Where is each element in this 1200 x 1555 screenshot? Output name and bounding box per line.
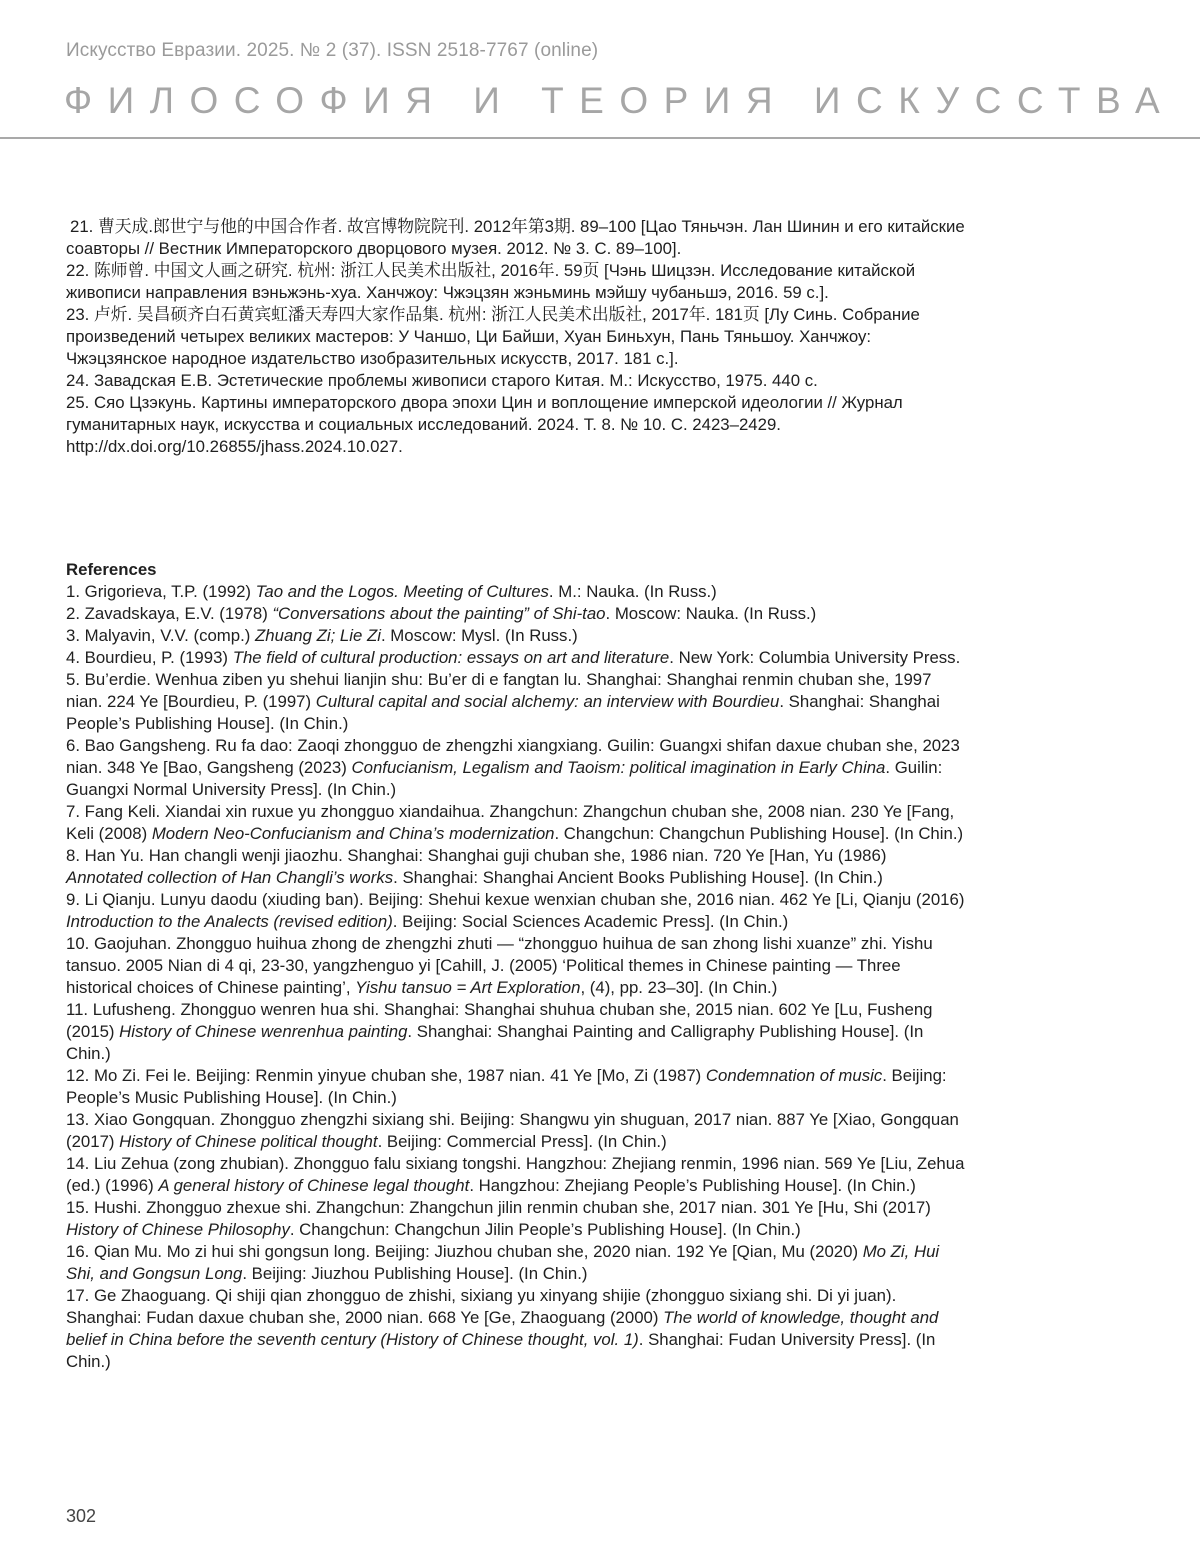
- reference-item: [66, 1109, 966, 1153]
- reference-text: 8. Han Yu. Han changli wenji jiaozhu. Shanghai: Shanghai guji chuban she, 1986 nian. 720 Ye [Han, Yu (1986): [66, 846, 887, 865]
- reference-text: . New York: Columbia University Press.: [669, 648, 961, 667]
- reference-text: 16. Qian Mu. Mo zi hui shi gongsun long. Beijing: Jiuzhou chuban she, 2020 nian. 192 Ye [Qian, Mu (2020): [66, 1242, 863, 1261]
- reference-text: . Shanghai: Shanghai Painting and Calligraphy Publishing House]. (In Chin.): [66, 1022, 924, 1063]
- section-title: ФИЛОСОФИЯ И ТЕОРИЯ ИСКУССТВА: [64, 80, 1176, 121]
- journal-info: Искусство Евразии. 2025. № 2 (37). ISSN 2518-7767 (online): [66, 40, 599, 61]
- references-section: [66, 559, 966, 1373]
- reference-item: [66, 801, 966, 845]
- reference-text: . Changchun: Changchun Publishing House]. (In Chin.): [554, 824, 964, 843]
- reference-text: 14. Liu Zehua (zong zhubian). Zhongguo falu sixiang tongshi. Hangzhou: Zhejiang renmin, 1996 nian. 569 Ye [Liu, Zehua (ed.) (1996): [66, 1154, 965, 1195]
- reference-text: . Hangzhou: Zhejiang People’s Publishing House]. (In Chin.): [469, 1176, 916, 1195]
- header-divider: [0, 137, 1200, 139]
- reference-text: . M.: Nauka. (In Russ.): [548, 582, 717, 601]
- reference-text: . Moscow: Nauka. (In Russ.): [605, 604, 817, 623]
- reference-text: . Changchun: Changchun Jilin People’s Publishing House]. (In Chin.): [289, 1220, 801, 1239]
- reference-title: Introduction to the Analects (revised edition): [66, 912, 393, 931]
- reference-title: “Conversations about the painting” of Shi-tao: [272, 604, 606, 623]
- reference-list: [66, 581, 966, 1373]
- reference-item: [66, 581, 966, 603]
- reference-item: 21. 曹天成.郎世宁与他的中国合作者. 故宫博物院院刊. 2012年第3期. 89–100 [Цао Тяньчэн. Лан Шинин и его китайские соавторы // Вестник Императорского дворцового музея. 2012. № 3. С. 89–100].: [66, 217, 965, 258]
- reference-text: 6. Bao Gangsheng. Ru fa dao: Zaoqi zhongguo de zhengzhi xiangxiang. Guilin: Guangxi shifan daxue chuban she, 2023 nian. 348 Ye [Bao, Gangsheng (2023): [66, 736, 960, 777]
- reference-item: [66, 1241, 966, 1285]
- reference-title: Tao and the Logos. Meeting of Cultures: [255, 582, 549, 601]
- reference-item: [66, 647, 966, 669]
- reference-title: Zhuang Zi; Lie Zi: [255, 626, 381, 645]
- reference-text: 4. Bourdieu, P. (1993): [66, 648, 233, 667]
- reference-text: . Beijing: People’s Music Publishing House]. (In Chin.): [66, 1066, 947, 1107]
- reference-text: 15. Hushi. Zhongguo zhexue shi. Zhangchun: Zhangchun jilin renmin chuban she, 2017 nian. 301 Ye [Hu, Shi (2017): [66, 1198, 931, 1217]
- reference-text: . Beijing: Jiuzhou Publishing House]. (In Chin.): [242, 1264, 588, 1283]
- reference-title: Cultural capital and social alchemy: an interview with Bourdieu: [315, 692, 780, 711]
- reference-title: Modern Neo-Confucianism and China’s modernization: [151, 824, 555, 843]
- reference-text: 3. Malyavin, V.V. (comp.): [66, 626, 256, 645]
- reference-title: History of Chinese political thought: [119, 1132, 378, 1151]
- reference-text: , (4), pp. 23–30]. (In Chin.): [580, 978, 778, 997]
- reference-text: 12. Mo Zi. Fei le. Beijing: Renmin yinyue chuban she, 1987 nian. 41 Ye [Mo, Zi (1987): [66, 1066, 706, 1085]
- reference-item: [66, 669, 966, 735]
- reference-item: [66, 625, 966, 647]
- reference-item: [66, 603, 966, 625]
- reference-title: Mo Zi, Hui Shi, and Gongsun Long: [66, 1242, 940, 1283]
- reference-item: 23. 卢炘. 吴昌硕齐白石黄宾虹潘天寿四大家作品集. 杭州: 浙江人民美术出版社, 2017年. 181页 [Лу Синь. Собрание произведений четырех великих мастеров: У Чаншо, Ци Байши, Хуан Биньхун, Пань Тяньшоу. Ханчжоу: Чжэцзянское народное издательство изобразительных искусств, 2017. 181 с.].: [66, 305, 920, 368]
- reference-item: [66, 889, 966, 933]
- reference-item: [66, 1285, 966, 1373]
- reference-text: . Shanghai: Shanghai Ancient Books Publishing House]. (In Chin.): [393, 868, 883, 887]
- russian-reference-list: [66, 216, 966, 458]
- reference-text: 9. Li Qianju. Lunyu daodu (xiuding ban). Beijing: Shehui kexue wenxian chuban she, 2016 nian. 462 Ye [Li, Qianju (2016): [66, 890, 965, 909]
- reference-item: [66, 1065, 966, 1109]
- reference-title: Confucianism, Legalism and Taoism: political imagination in Early China: [351, 758, 886, 777]
- reference-text: . Shanghai: Fudan University Press]. (In Chin.): [66, 1330, 936, 1371]
- reference-text: . Beijing: Social Sciences Academic Press]. (In Chin.): [392, 912, 789, 931]
- reference-item: [66, 999, 966, 1065]
- reference-item: [66, 1197, 966, 1241]
- reference-title: Condemnation of music: [705, 1066, 883, 1085]
- reference-item: [66, 735, 966, 801]
- reference-text: . Moscow: Mysl. (In Russ.): [380, 626, 578, 645]
- reference-text: 1. Grigorieva, T.P. (1992): [66, 582, 256, 601]
- reference-text: 7. Fang Keli. Xiandai xin ruxue yu zhongguo xiandaihua. Zhangchun: Zhangchun chuban she, 2008 nian. 230 Ye [Fang, Keli (2008): [66, 802, 955, 843]
- page-number: 302: [66, 1506, 97, 1526]
- reference-item: 24. Завадская Е.В. Эстетические проблемы живописи старого Китая. М.: Искусство, 1975. 440 с.: [66, 371, 818, 390]
- reference-text: 2. Zavadskaya, E.V. (1978): [66, 604, 273, 623]
- reference-title: History of Chinese Philosophy: [66, 1220, 290, 1239]
- reference-text: . Guilin: Guangxi Normal University Press]. (In Chin.): [66, 758, 943, 799]
- reference-item: [66, 845, 966, 889]
- reference-text: 17. Ge Zhaoguang. Qi shiji qian zhongguo de zhishi, sixiang yu xinyang shijie (zhongguo sixiang shi. Di yi juan). Shanghai: Fudan daxue chuban she, 2000 nian. 668 Ye [Ge, Zhaoguang (2000): [66, 1286, 897, 1327]
- reference-text: 11. Lufusheng. Zhongguo wenren hua shi. Shanghai: Shanghai shuhua chuban she, 2015 nian. 602 Ye [Lu, Fusheng (2015): [66, 1000, 933, 1041]
- reference-text: . Shanghai: Shanghai People’s Publishing House]. (In Chin.): [66, 692, 940, 733]
- reference-title: Yishu tansuo = Art Exploration: [355, 978, 581, 997]
- reference-text: 5. Bu’erdie. Wenhua ziben yu shehui lianjin shu: Bu’er di e fangtan lu. Shanghai: Shanghai renmin chuban she, 1997 nian. 224 Ye [Bourdieu, P. (1997): [66, 670, 932, 711]
- reference-item: 22. 陈师曾. 中国文人画之研究. 杭州: 浙江人民美术出版社, 2016年. 59页 [Чэнь Шицзэн. Исследование китайской живописи направления вэньжэнь-хуа. Ханчжоу: Чжэцзян жэньминь мэйшу чубаньшэ, 2016. 59 с.].: [66, 261, 916, 302]
- reference-item: 25. Сяо Цзэкунь. Картины императорского двора эпохи Цин и воплощение имперской идеологии // Журнал гуманитарных наук, искусства и социальных исследований. 2024. Т. 8. № 10. С. 2423–2429. http://dx.doi.org/10.26855/jhass.2024.10.027.: [66, 393, 903, 456]
- reference-title: The world of knowledge, thought and belief in China before the seventh century (History of Chinese thought, vol. 1): [66, 1308, 939, 1349]
- reference-item: [66, 933, 966, 999]
- reference-title: A general history of Chinese legal thought: [158, 1176, 470, 1195]
- reference-text: . Beijing: Commercial Press]. (In Chin.): [377, 1132, 667, 1151]
- reference-item: [66, 1153, 966, 1197]
- reference-title: Annotated collection of Han Changli’s works: [66, 868, 394, 887]
- reference-text: 13. Xiao Gongquan. Zhongguo zhengzhi sixiang shi. Beijing: Shangwu yin shuguan, 2017 nian. 887 Ye [Xiao, Gongquan (2017): [66, 1110, 959, 1151]
- references-heading: References: [66, 560, 157, 579]
- reference-title: History of Chinese wenrenhua painting: [119, 1022, 408, 1041]
- reference-text: 10. Gaojuhan. Zhongguo huihua zhong de zhengzhi zhuti — “zhongguo huihua de san zhong lishi xuanze” zhi. Yishu tansuo. 2005 Nian di 4 qi, 23-30, yangzhenguo yi [Cahill, J. (2005) ‘Political themes in Chinese painting — Three historical choices of Chinese painting’,: [66, 934, 933, 997]
- reference-title: The field of cultural production: essays on art and literature: [232, 648, 670, 667]
